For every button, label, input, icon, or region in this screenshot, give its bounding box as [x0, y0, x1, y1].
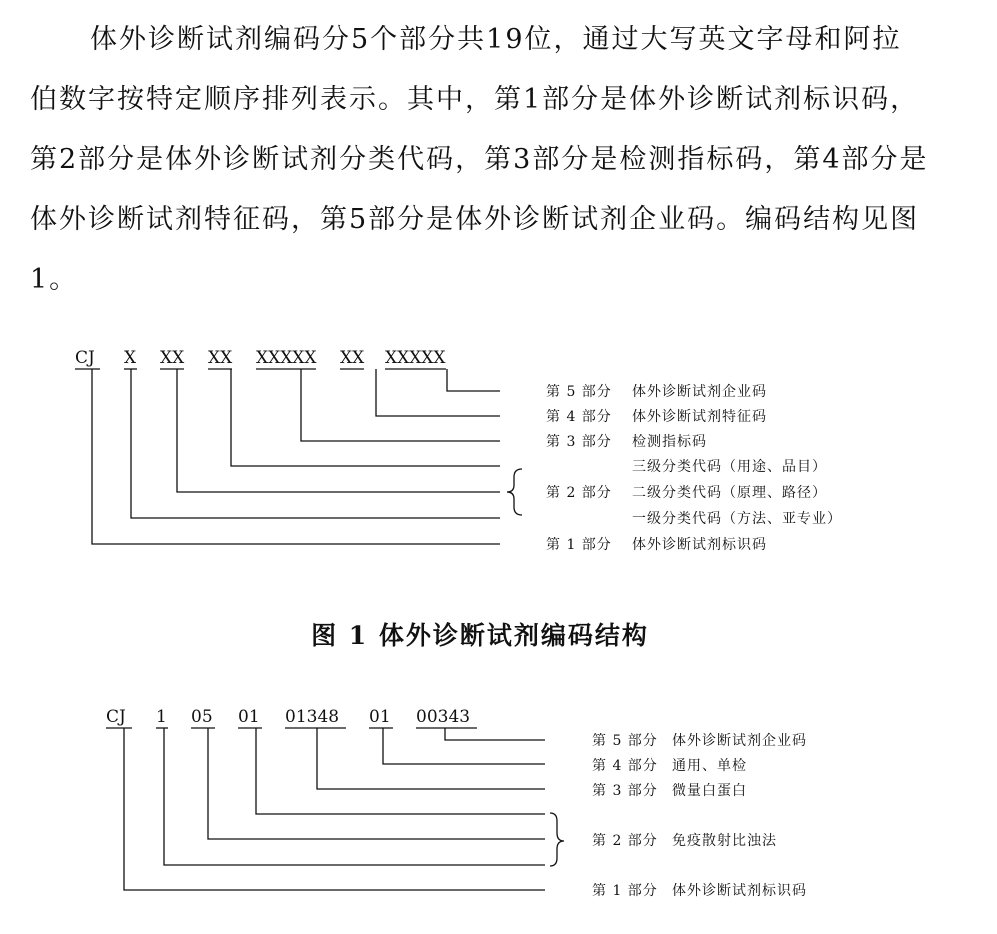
figure1-caption: 图 1 体外诊断试剂编码结构 [311, 621, 649, 650]
f1-brace [507, 469, 522, 515]
f1-connector-2a [131, 369, 500, 518]
f2-seg-6: 01 [369, 707, 391, 727]
f2-row1-part: 第 1 部分 [592, 883, 658, 899]
f1-row5-part: 第 5 部分 [546, 384, 612, 400]
f2-seg-2: 1 [156, 707, 167, 727]
f1-seg-1: CJ [75, 348, 95, 368]
f2-connector-1 [124, 728, 545, 890]
f2-brace [550, 813, 564, 866]
f1-row4-desc: 体外诊断试剂特征码 [632, 409, 767, 425]
f2-row5-part: 第 5 部分 [592, 733, 658, 749]
f1-row1-desc: 体外诊断试剂标识码 [632, 537, 767, 553]
intro-paragraph: 体外诊断试剂编码分5个部分共19位，通过大写英文字母和阿拉伯数字按特定顺序排列表示。其中，第1部分是体外诊断试剂标识码，第2部分是体外诊断试剂分类代码，第3部分是检测指标码，第4部分是体外诊断试剂特征码，第5部分是体外诊断试剂企业码。编码结构见图1。 [30, 24, 929, 295]
f2-row1-desc: 体外诊断试剂标识码 [672, 883, 807, 899]
f2-seg-4: 01 [238, 707, 260, 727]
figure1-diagram [0, 335, 997, 560]
f2-row3-part: 第 3 部分 [592, 783, 658, 799]
f2-connector-3 [317, 728, 545, 789]
f1-connector-5 [447, 369, 500, 391]
f2-connector-2b [208, 728, 545, 839]
f2-row2-part: 第 2 部分 [592, 833, 658, 849]
f1-seg-4: XX [208, 348, 233, 368]
f1-seg-2: X [124, 348, 137, 368]
f2-seg-3: 05 [191, 707, 213, 727]
f1-row2b-desc: 二级分类代码（原理、路径） [632, 485, 827, 501]
f1-row4-part: 第 4 部分 [546, 409, 612, 425]
f1-row2c-desc: 三级分类代码（用途、品目） [632, 459, 827, 475]
f2-row5-desc: 体外诊断试剂企业码 [672, 733, 807, 749]
f1-row2-part: 第 2 部分 [546, 485, 612, 501]
f2-connector-2a [164, 728, 545, 865]
f2-row2-desc: 免疫散射比浊法 [672, 833, 777, 849]
f2-connector-2c [256, 728, 545, 814]
f1-connector-3 [301, 369, 500, 441]
f1-connector-2c [231, 369, 500, 466]
f1-connector-4 [376, 369, 500, 416]
f1-seg-7: XXXXX [385, 348, 446, 368]
f1-connector-2b [177, 369, 500, 492]
f2-seg-1: CJ [106, 707, 126, 727]
f1-seg-3: XX [160, 348, 185, 368]
f1-row2a-desc: 一级分类代码（方法、亚专业） [632, 511, 842, 527]
f1-row1-part: 第 1 部分 [546, 537, 612, 553]
f1-seg-6: XX [340, 348, 365, 368]
f2-connector-4 [383, 728, 545, 764]
f1-row3-part: 第 3 部分 [546, 434, 612, 450]
f2-connector-5 [445, 728, 545, 740]
f2-seg-5: 01348 [285, 707, 340, 727]
f1-seg-5: XXXXX [256, 348, 317, 368]
f2-seg-7: 00343 [416, 707, 471, 727]
f1-row5-desc: 体外诊断试剂企业码 [632, 384, 767, 400]
f2-row4-part: 第 4 部分 [592, 758, 658, 774]
f1-row3-desc: 检测指标码 [632, 434, 707, 450]
f2-row3-desc: 微量白蛋白 [672, 783, 747, 799]
f2-row4-desc: 通用、单检 [672, 758, 747, 774]
figure2-diagram [0, 695, 997, 910]
